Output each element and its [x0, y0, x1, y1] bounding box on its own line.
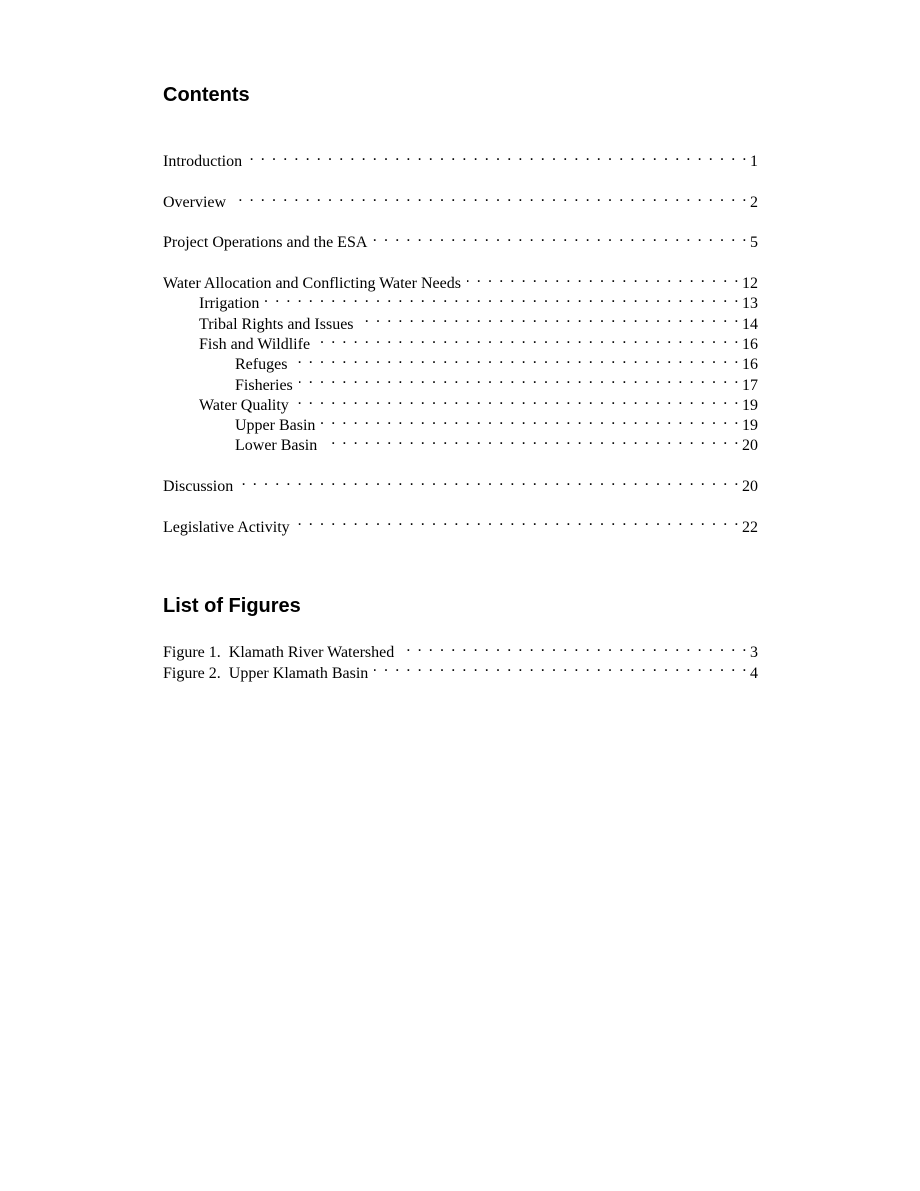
toc-entry-page: 17 [742, 376, 758, 394]
toc-entry-page: 12 [742, 275, 758, 293]
leader-dots [374, 657, 748, 677]
leader-dots [316, 329, 740, 349]
toc-entry-page: 20 [742, 437, 758, 455]
toc-entry-page: 2 [750, 193, 758, 211]
toc-entry-page: 19 [742, 396, 758, 414]
toc-entry-page: 20 [742, 478, 758, 496]
toc-entry-overview[interactable] [163, 187, 758, 211]
toc-entry-page: 14 [742, 315, 758, 333]
toc-entry-title: Project Operations and the ESA [163, 234, 368, 252]
toc-entry-title: Upper Basin [235, 417, 316, 435]
leader-dots [295, 390, 740, 410]
toc-entry-legislative-activity[interactable] [163, 511, 758, 536]
leader-dots [296, 511, 740, 531]
figure-entry-page: 3 [750, 644, 758, 662]
contents-list [163, 146, 758, 536]
leader-dots [293, 349, 740, 369]
leader-dots [400, 637, 748, 657]
toc-entry-project-operations[interactable] [163, 227, 758, 252]
toc-entry-title: Refuges [235, 356, 288, 374]
toc-entry-page: 19 [742, 417, 758, 435]
leader-dots [323, 430, 740, 450]
toc-entry-page: 16 [742, 335, 758, 353]
toc-entry-title: Overview [163, 193, 227, 211]
leader-dots [239, 471, 740, 491]
toc-entry-title: Water Allocation and Conflicting Water Needs [163, 275, 461, 293]
toc-entry-page: 16 [742, 356, 758, 374]
leader-dots [360, 308, 740, 328]
toc-entry-discussion[interactable] [163, 471, 758, 496]
toc-entry-title: Irrigation [199, 295, 260, 313]
figure-entry-1[interactable] [163, 637, 758, 662]
toc-entry-title: Fisheries [235, 376, 293, 394]
leader-dots [232, 187, 748, 207]
toc-entry-introduction[interactable] [163, 146, 758, 171]
list-of-figures-heading: List of Figures [163, 595, 301, 617]
leader-dots [299, 369, 740, 389]
toc-entry-title: Tribal Rights and Issues [199, 315, 354, 333]
leader-dots [467, 268, 740, 288]
toc-entry-page: 13 [742, 295, 758, 313]
toc-entry-title: Discussion [163, 478, 234, 496]
figure-entry-page: 4 [750, 664, 758, 682]
toc-entry-title: Fish and Wildlife [199, 335, 311, 353]
toc-entry-title: Lower Basin [235, 437, 318, 455]
toc-entry-title: Introduction [163, 153, 243, 171]
toc-entry-title: Legislative Activity [163, 518, 290, 536]
toc-entry-water-allocation[interactable] [163, 268, 758, 293]
contents-heading: Contents [163, 84, 250, 106]
leader-dots [265, 288, 740, 308]
leader-dots [321, 410, 740, 430]
toc-entry-page: 5 [750, 234, 758, 252]
toc-entry-page: 1 [750, 153, 758, 171]
figures-list [163, 637, 758, 682]
leader-dots [373, 227, 748, 247]
toc-entry-title: Water Quality [199, 396, 289, 414]
leader-dots [248, 146, 748, 166]
figure-entry-title: Figure 2. Upper Klamath Basin [163, 664, 369, 682]
toc-entry-page: 22 [742, 518, 758, 536]
figure-entry-title: Figure 1. Klamath River Watershed [163, 644, 395, 662]
